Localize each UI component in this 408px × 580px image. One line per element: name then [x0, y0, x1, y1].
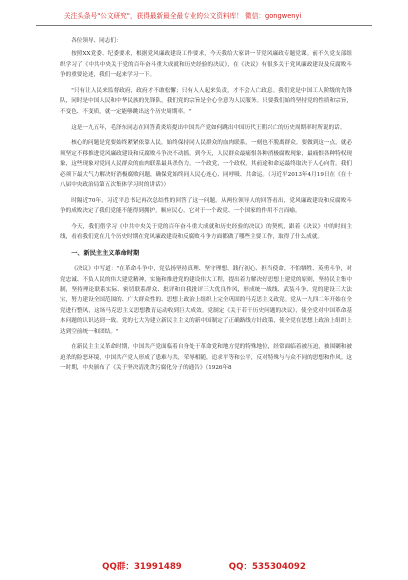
salutation: 各位领导、同志们：	[71, 38, 122, 44]
document-body	[60, 36, 352, 379]
paragraph: 《决议》中写道："在革命斗争中，党弘扬坚持真理、坚守理想，践行初心、担当使命，不怕牺牲、英勇斗争，对党忠诚、不负人民的伟大建党精神，实施和推进党的建设伟大工程，提出着力解决好思想上建党的原则，坚持民主集中制，坚持理论联系实际、密切联系群众、批评和自我批评三大优良作风，形成统一战线、武装斗争、党的建设三大法宝，努力建设全国范围的、广大群众性的、思想上政治上组织上完全巩固的马克思主义政党。党从一九四二年开始在全党进行整风，这场马克思主义思想教育运动收到巨大成效。党制定《关于若干历史问题的决议》，使全党对中国革命基本问题的认识达到一致。党的七大为建立新民主主义的新中国制定了正确路线方针政策，使全党在思想上政治上组织上达到空前统一和团结。"	[60, 266, 352, 335]
paragraph: 时隔近70年，习近平总书记再次总结性的回答了这一问题。从两位领导人的回答看出，党风廉政建设和反腐败斗争的成败决定了我们党能不能得到拥护，顺应民心，它对于一个政党、一个国家的作用不言而喻。	[60, 197, 352, 215]
section-heading: 一、新民主主义革命时期	[71, 250, 140, 258]
header-promo-text: 关注头条号"公文研究"，获得最新最全最专业的公文资料库！ 微信：gongwenyi	[64, 12, 302, 20]
quote-paragraph: "只有让人民来监督政府，政府才不敢松懈；只有人人起来负责，才不会人亡政息。我们党是中国工人阶级的先锋队，同时是中国人民和中华民族的先锋队，我们党的宗旨是全心全意为人民服务。只要我们始终坚持党的性质和宗旨，不变色、不变质，就一定能够跳出这个历史周期率。"	[60, 88, 352, 115]
paragraph: 按照XX党委、纪委要求，根据党风廉政建设工作要求，今天我给大家讲一节党风廉政专题党课。前不久党支部组织学习了《中共中央关于党的百年奋斗重大成就和历史经验的决议》，在《决议》有很多关于党风廉政建设及反腐败斗争的重要论述，我们一起来学习一下。	[60, 51, 352, 79]
paragraph: 今天，我们借学习《中共中央关于党的百年奋斗重大成就和历史经验的决议》的契机，跟着《决议》中的时间主线，看看我们党在几个历史时期在党风廉政建设和反腐败斗争方面都做了哪些主要工作，取得了什么成就。	[60, 224, 352, 241]
footer-qq-group: QQ群：31991489	[102, 562, 182, 572]
page-footer	[0, 560, 408, 572]
paragraph: 这是一九五年，毛泽东同志在回答黄炎培提出中国共产党如何跳出中国历代王朝兴亡的历史周期率时所说的话。	[71, 124, 346, 131]
page-header	[36, 8, 372, 26]
footer-qq-number: QQ：535304092	[228, 562, 306, 572]
paragraph: 在新民主主义革命时期，中国共产党面临着自身处于革命党和地方党的特殊地位，经常面临着被压迫，被围剿和被迫杀的险恶环境，中国共产党人形成了患难与共，荣辱相随，追求平等和公平，反对特殊与与众不同的思想和作风。这一时期，中央颁布了《关于坚决清洗贪污腐化分子的通告》（1926年8	[60, 344, 352, 372]
paragraph: 核心的问题是党要始终紧紧依靠人民，始终保持同人民群众的血肉联系，一刻也不脱离群众。要做到这一点，就必须坚定不移推进党风廉政建设和反腐败斗争决不动摇。到今天，人民群众最痛恨各种消极腐败现象，最痛恨各种特权现象，这些现象对党同人民群众的血肉联系最具杀伤力。一个政党，一个政权，其前途和命运最终取决于人心向背。我们必须下最大气力解决好消极腐败问题，确保党始终同人民心连心、同呼吸、共命运。（习近平2013年4月19日在《在十八届中央政治局第五次集体学习时的讲话》）	[60, 140, 352, 189]
